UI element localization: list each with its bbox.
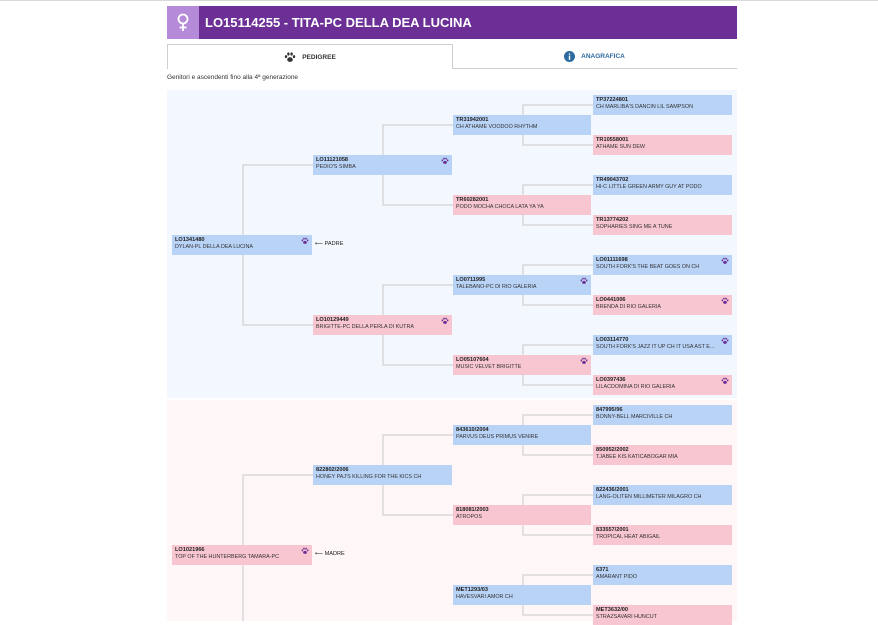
dog-name: TROPICAL HEAT ABIGAIL [596, 534, 661, 540]
dog-name: PEDIO'S SIMBA [316, 164, 356, 170]
dog-name: SOUTH FORK'S JAZZ IT UP CH IT USA AST E... [596, 344, 715, 350]
paw-icon [301, 237, 309, 245]
paw-icon [301, 547, 309, 555]
tab-pedigree-label: PEDIGREE [302, 53, 336, 61]
dog-name: ATROPOS [456, 514, 482, 520]
pedigree-box-g4-6[interactable] [593, 335, 732, 355]
pedigree-box-g3-6[interactable] [453, 585, 591, 605]
pedigree-box-g4-8[interactable] [593, 405, 732, 425]
pedigree-box-g4-0[interactable] [593, 95, 732, 115]
dog-name: HONEY PAJ'S KILLING FOR THE KICS CH [316, 474, 422, 480]
dog-name: LILACDOMINA DI RIO GALERIA [596, 384, 676, 390]
dog-registration-id: TR13774202 [596, 217, 629, 223]
dog-registration-id: 6371 [596, 567, 609, 573]
pedigree-box-g3-4[interactable] [453, 425, 591, 445]
dog-name: STRAZSAVARI HUNCUT [596, 614, 657, 620]
pedigree-box-g2-1[interactable] [313, 315, 452, 335]
dog-name: PODO MOCHA CHOCA LATA YA YA [456, 204, 544, 210]
dog-name: CH MARLIBA'S DANCIN LIL SAMPSON [596, 104, 693, 110]
dog-registration-id: 822436/2001 [596, 487, 629, 493]
dog-name: BONNY-BELL MARCIVILLE CH [596, 414, 673, 420]
paw-icon [580, 277, 588, 285]
pedigree-box-g3-2[interactable] [453, 275, 591, 295]
paw-icon [580, 357, 588, 365]
pedigree-box-g2-0[interactable] [313, 155, 452, 175]
pedigree-box-g3-5[interactable] [453, 505, 591, 525]
dog-registration-id: 822802/2006 [316, 467, 349, 473]
dog-registration-id: LO03114770 [596, 337, 629, 343]
dog-name: TJABEE KIS KATICABOGAR MIA [596, 454, 678, 460]
page-title: LO15114255 - TITA-PC DELLA DEA LUCINA [205, 15, 472, 30]
dog-registration-id: LO0397436 [596, 377, 626, 383]
dog-name: PARVUS DEUS PRIMUS VENIRE [456, 434, 539, 440]
dog-registration-id: LO1341480 [175, 237, 205, 243]
tab-anagrafica-label: ANAGRAFICA [581, 52, 625, 60]
dog-name: MUSIC VELVET BRIGITTE [456, 364, 522, 370]
dog-name: TALEBANO-PC DI RIO GALERIA [456, 284, 537, 290]
dog-registration-id: TP37224801 [596, 97, 629, 103]
pedigree-box-g4-1[interactable] [593, 135, 732, 155]
dog-name: HAVESVARI AMOR CH [456, 594, 513, 600]
dog-registration-id: LO11121058 [316, 157, 349, 163]
paw-icon [441, 317, 449, 325]
pedigree-box-g4-2[interactable] [593, 175, 732, 195]
dog-registration-id: TR49043702 [596, 177, 629, 183]
pedigree-box-g4-4[interactable] [593, 255, 732, 275]
pedigree-box-g4-10[interactable] [593, 485, 732, 505]
dog-name: BRIGITTE-PC DELLA PERLA DI KUTRA [316, 324, 414, 330]
dog-registration-id: 843610/2004 [456, 427, 489, 433]
pedigree-box-g3-1[interactable] [453, 195, 591, 215]
dog-registration-id: TR10558001 [596, 137, 629, 143]
pedigree-box-g4-12[interactable] [593, 565, 732, 585]
pedigree-box-g4-13[interactable] [593, 605, 732, 625]
paw-icon [721, 377, 729, 385]
paw-icon [441, 157, 449, 165]
paw-icon [721, 337, 729, 345]
pedigree-box-g4-3[interactable] [593, 215, 732, 235]
sire-role-label: ⟵ PADRE [315, 241, 344, 247]
pedigree-box-g3-3[interactable] [453, 355, 591, 375]
pedigree-box-g1-1[interactable] [172, 545, 312, 565]
dog-registration-id: 850952/2002 [596, 447, 629, 453]
dog-name: AMARANT PIDO [596, 574, 637, 580]
dog-name: DYLAN-PL DELLA DEA LUCINA [175, 244, 253, 250]
pedigree-box-g4-11[interactable] [593, 525, 732, 545]
dog-name: CH ATHAME VOODOO RHYTHM [456, 124, 538, 130]
dog-registration-id: 847995/96 [596, 407, 623, 413]
dog-registration-id: LO01111698 [596, 257, 628, 263]
dog-registration-id: MET3632/00 [596, 607, 629, 613]
dog-name: LANG-OLITEN MILLIMETER MILAGRO CH [596, 494, 702, 500]
dog-registration-id: TR31942001 [456, 117, 489, 123]
dog-registration-id: LO05107604 [456, 357, 489, 363]
dog-name: SOPHARIES SING ME A TUNE [596, 224, 673, 230]
dog-registration-id: LO0441006 [596, 297, 626, 303]
dog-registration-id: LO10129449 [316, 317, 349, 323]
dog-registration-id: TR60282001 [456, 197, 489, 203]
pedigree-box-g1-0[interactable] [172, 235, 312, 255]
pedigree-box-g4-9[interactable] [593, 445, 732, 465]
dog-name: BRENDA DI RIO GALERIA [596, 304, 662, 310]
dog-name: TOP OF THE HUNTERBERG TAMARA-PC [175, 554, 280, 560]
pedigree-subtitle: Genitori e ascendenti fino alla 4ª generazione [167, 74, 299, 81]
dog-registration-id: LO0711995 [456, 277, 486, 283]
paw-icon [721, 297, 729, 305]
dog-registration-id: MET1293/03 [456, 587, 489, 593]
pedigree-box-g2-2[interactable] [313, 465, 452, 485]
dog-registration-id: LO1021966 [175, 547, 205, 553]
dog-name: ATHAME SUN DEW [596, 144, 646, 150]
dog-name: SOUTH FORK'S THE BEAT GOES ON CH [596, 264, 700, 270]
paw-icon [721, 257, 729, 265]
pedigree-box-g4-5[interactable] [593, 295, 732, 315]
dog-name: HI-C LITTLE GREEN ARMY GUY AT PODO [596, 184, 702, 190]
dog-registration-id: 818081/2003 [456, 507, 489, 513]
pedigree-box-g3-0[interactable] [453, 115, 591, 135]
pedigree-box-g4-7[interactable] [593, 375, 732, 395]
dog-registration-id: 833557/2001 [596, 527, 629, 533]
dam-role-label: ⟵ MADRE [315, 551, 345, 557]
